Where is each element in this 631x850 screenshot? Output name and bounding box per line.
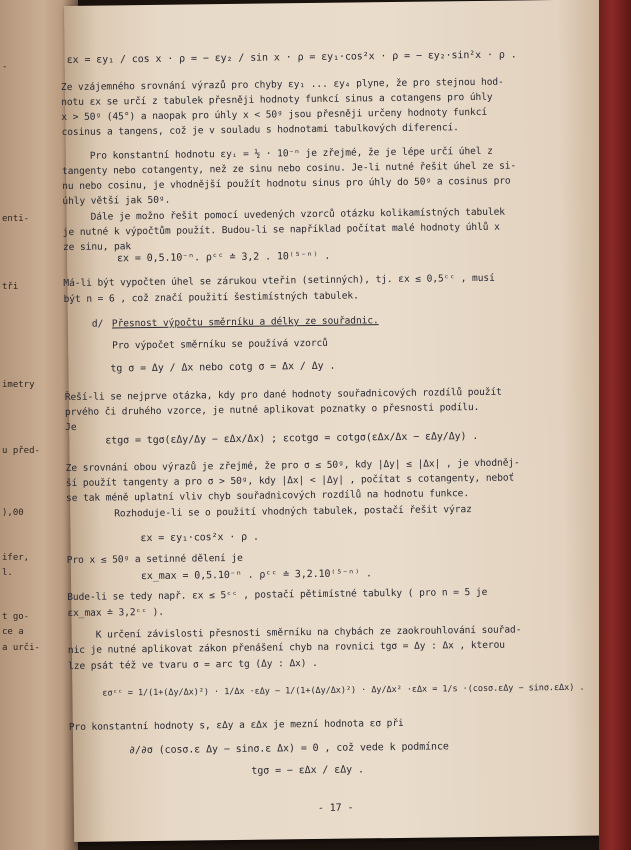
margin-fragment: ),00: [2, 508, 24, 518]
text-line: prvého či druhého vzorce, je nutné aplikovat poznatky o přesnosti podílu.: [64, 401, 480, 419]
text-line: lze psát též ve tvaru σ = arc tg (Δy : Δx) .: [68, 657, 318, 672]
text-line: být n = 6 , což značí použití šestimístných tabulek.: [63, 290, 359, 306]
text-line: Je: [65, 421, 77, 434]
equation-bearing: tg σ = Δy / Δx nebo cotg σ = Δx / Δy .: [110, 360, 336, 375]
text-line: Pro konstantní hodnotu εyᵢ = ½ · 10⁻ⁿ je zřejmé, že je lépe určí úhel z: [89, 145, 493, 162]
margin-fragment: tři: [2, 282, 19, 292]
text-line: nu nebo cosinu, je vhodnější použít hodnotu sinus pro úhly do 50ᵍ a cosinus pro: [62, 175, 511, 193]
equation-sine-error: εx = 0,5.10⁻ⁿ. ρᶜᶜ ≐ 3,2 . 10⁽⁵⁻ⁿ⁾ .: [117, 250, 331, 265]
section-label: d/: [91, 318, 104, 330]
margin-fragment: a urči-: [2, 643, 40, 653]
equation-condition: tgσ = − εΔx / εΔy .: [251, 764, 364, 777]
equation-error-x-cos: εx = εy₁·cos²x · ρ .: [140, 531, 259, 545]
text-line: Má-li být vypočten úhel se zárukou vteřin (setinných), tj. εx ≤ 0,5ᶜᶜ , musí: [63, 272, 495, 290]
text-line: ze sinu, pak: [62, 241, 132, 254]
margin-fragment: ce a: [2, 627, 24, 637]
section-heading: Přesnost výpočtu směrníku a délky ze souřadnic.: [111, 315, 379, 330]
text-line: Ze vzájemného srovnání výrazů pro chyby εy₁ ... εy₄ plyne, že pro stejnou hod-: [60, 76, 504, 94]
text-line: se tak méně uplatní vliv chyb souřadnicových rozdílů na hodnotu funkce.: [65, 488, 470, 505]
margin-fragment: u před-: [2, 446, 40, 456]
equation-max-error: εx_max = 0,5.10⁻ⁿ . ρᶜᶜ ≐ 3,2.10⁽⁵⁻ⁿ⁾ .: [140, 568, 372, 583]
text-line: Pro výpočet směrníku se používá vzorců: [112, 337, 328, 352]
text-line: Bude-li se tedy např. εx ≤ 5ᶜᶜ , postačí pětimístné tabulky ( pro n = 5 je: [67, 586, 488, 604]
text-line: cosinus a tangens, což je v souladu s hodnotami tabulkových diferencí.: [61, 122, 459, 139]
text-line: x > 50ᵍ (45°) a naopak pro úhly x < 50ᵍ jsou přesněji určeny hodnoty funkcí: [61, 106, 488, 124]
document-page: [60, 0, 610, 842]
text-line: Pro x ≤ 50ᵍ a setinné dělení je: [66, 552, 243, 567]
margin-fragment: ifer,: [2, 553, 30, 563]
equation-derivative: ∂/∂σ (cosσ.ε Δy − sinσ.ε Δx) = 0 , což vede k podmínce: [129, 741, 449, 757]
equation-tangent-errors: εtgσ = tgσ(εΔy/Δy − εΔx/Δx) ; εcotgσ = cotgσ(εΔx/Δx − εΔy/Δy) .: [105, 430, 479, 447]
margin-fragment: t go-: [2, 612, 30, 622]
margin-fragment: imetry: [2, 380, 35, 390]
text-line: je nutné k výpočtům použít. Budou-li se například počítat malé hodnoty úhlů x: [62, 221, 500, 239]
equation-error-propagation: εσᶜᶜ = 1/(1+(Δy/Δx)²) · 1/Δx ·εΔy − 1/(1+(Δy/Δx)²) · Δy/Δx² ·εΔx = 1/s ·(cosσ.εΔy − sinσ.εΔx) .: [102, 682, 585, 699]
text-line: Pro konstantní hodnoty s, εΔy a εΔx je mezní hodnota εσ při: [68, 717, 404, 733]
text-line: ší použít tangenty a pro σ > 50ᵍ, kdy |Δx| < |Δy| , počítat s cotangenty, neboť: [65, 472, 515, 490]
text-line: tangenty nebo cotangenty, než ze sinu nebo cosinu. Je-li nutné řešit úhel ze si-: [61, 160, 517, 178]
text-line: εx_max ≐ 3,2ᶜᶜ ).: [67, 606, 164, 620]
page-number: - 17 -: [317, 802, 354, 814]
equation-error-x: εx = εy₁ / cos x · ρ = − εy₂ / sin x · ρ = εy₁·cos²x · ρ = − εy₂·sin²x · ρ .: [66, 49, 517, 66]
text-line: Rozhoduje-li se o použití vhodných tabulek, postačí řešit výraz: [114, 504, 472, 520]
margin-fragment: enti-: [2, 214, 30, 224]
book-cover-edge: [599, 0, 631, 850]
text-line: notu εx se určí z tabulek přesněji hodnoty funkcí sinus a cotangens pro úhly: [61, 91, 493, 109]
text-line: Dále je možno řešit pomocí uvedených vzorců otázku kolikamístných tabulek: [90, 206, 505, 223]
text-line: Řeší-li se nejprve otázka, kdy pro dané hodnoty souřadnicových rozdílů použít: [64, 386, 502, 404]
text-line: K určení závislosti přesnosti směrníku na chybách ze zaokrouhlování souřad-: [95, 624, 522, 641]
text-line: nic je nutné aplikovat zákon přenášení chyb na rovnici tgσ = Δy : Δx , kterou: [67, 639, 505, 657]
text-line: Ze srovnání obou výrazů je zřejmé, že pro σ ≤ 50ᵍ, kdy |Δy| ≤ |Δx| , je vhodněj-: [65, 457, 520, 475]
margin-fragment: l.: [2, 568, 13, 578]
margin-fragment: -: [2, 62, 8, 72]
text-line: úhly větší jak 50ᵍ.: [62, 194, 171, 208]
